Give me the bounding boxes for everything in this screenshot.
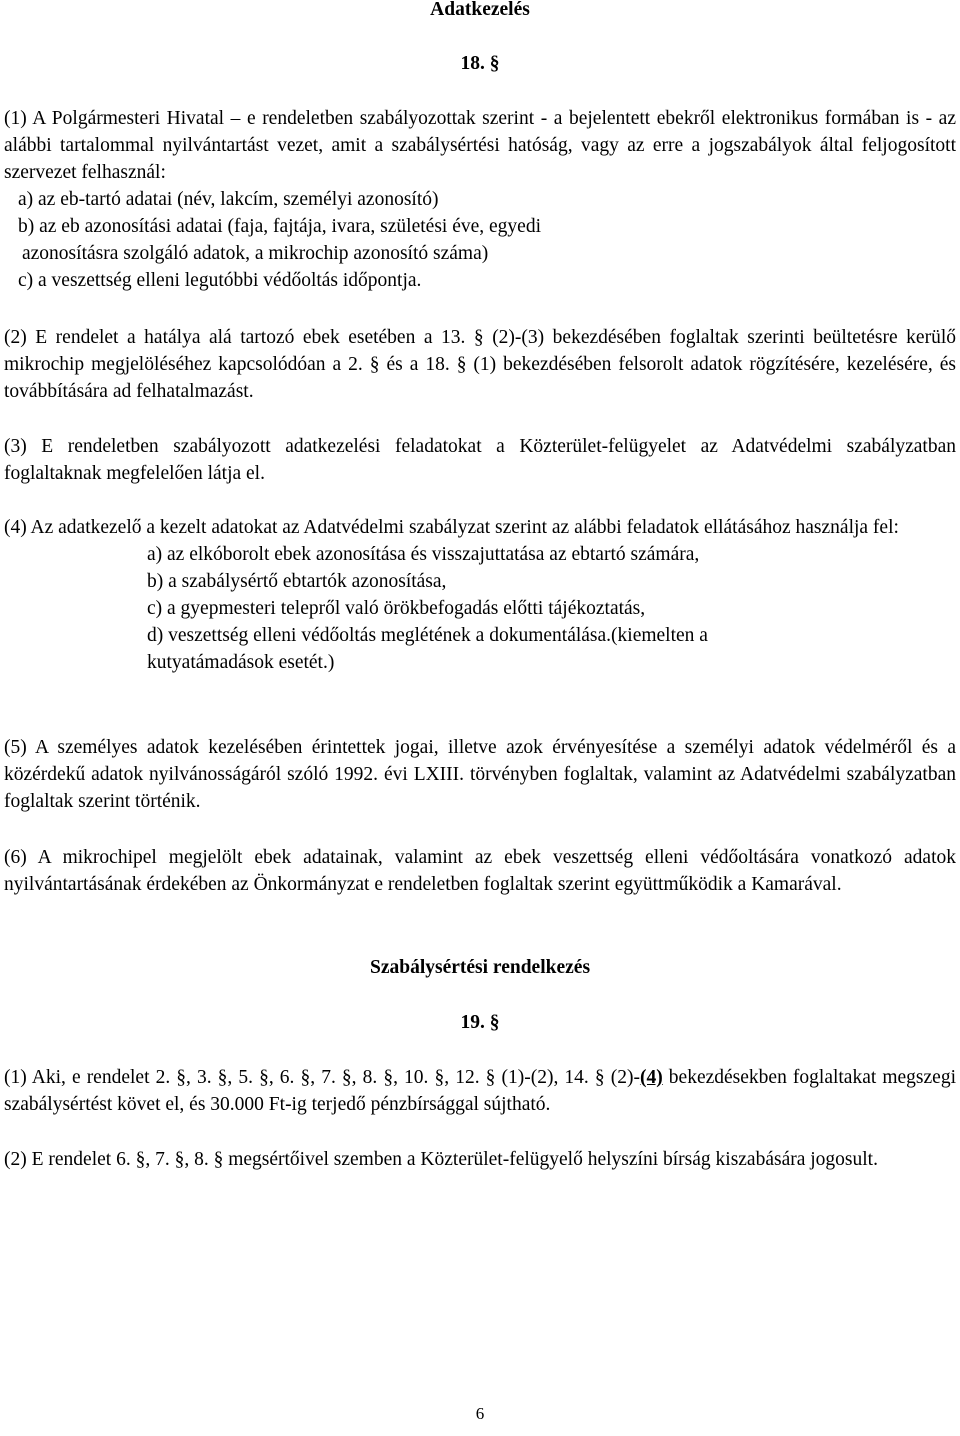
paragraph-6-block	[4, 844, 956, 898]
heading-adatkezeles: Adatkezelés	[430, 0, 530, 20]
paragraph-4-item-d-cont: kutyatámadások esetét.)	[147, 652, 335, 673]
paragraph-19-1-text-start: (1) Aki, e rendelet 2. §, 3. §, 5. §, 6. §, 7. §, 8. §, 10. §, 12. § (1)-(2), 14. § (2)-	[4, 1067, 640, 1088]
paragraph-19-1-block	[4, 1064, 956, 1118]
section-19-block	[4, 1009, 956, 1036]
section-18-title: 18. §	[460, 53, 500, 74]
paragraph-1-item-a: a) az eb-tartó adatai (név, lakcím, személyi azonosító)	[18, 189, 439, 210]
paragraph-1-item-b: b) az eb azonosítási adatai (faja, fajtája, ivara, születési éve, egyedi	[18, 216, 541, 237]
paragraph-19-1-underlined-ref: (4)	[639, 1067, 663, 1088]
heading-szabalysertesi: Szabálysértési rendelkezés	[369, 957, 591, 978]
paragraph-4-item-b: b) a szabálysértő ebtartók azonosítása,	[147, 571, 447, 592]
paragraph-19-1-text-end: bekezdésekben foglaltakat megszegi szabálysértést követ el, és 30.000 Ft-ig terjedő pénzbírsággal sújtható.	[4, 1067, 957, 1115]
paragraph-19-1	[4, 1064, 956, 1118]
section-18-block	[4, 50, 956, 77]
paragraph-4-item-c: c) a gyepmesteri telepről való örökbefogadás előtti tájékoztatás,	[147, 598, 646, 619]
paragraph-2-block	[4, 324, 956, 405]
heading-adatkezeles-block	[4, 0, 956, 23]
paragraph-3-block	[4, 433, 956, 487]
paragraph-5-block	[4, 734, 956, 815]
section-19-title: 19. §	[460, 1012, 500, 1033]
paragraph-6: (6) A mikrochipel megjelölt ebek adatainak, valamint az ebek veszettség elleni védőoltására vonatkozó adatok nyilvántartásának érdekében az Önkormányzat e rendeletben foglaltak szerint együttműködik a Kamarával.	[4, 847, 956, 895]
paragraph-19-2: (2) E rendelet 6. §, 7. §, 8. § megsértőivel szemben a Közterület-felügyelő helyszíni bírság kiszabására jogosult.	[4, 1149, 878, 1170]
paragraph-1-block	[4, 105, 956, 294]
paragraph-4: (4) Az adatkezelő a kezelt adatokat az Adatvédelmi szabályzat szerint az alábbi feladatok ellátásához használja fel:	[4, 517, 899, 538]
heading-szabalysertesi-block	[4, 954, 956, 981]
paragraph-3: (3) E rendeletben szabályozott adatkezelési feladatokat a Közterület-felügyelet az Adatvédelmi szabályzatban foglaltaknak megfelelően látja el.	[4, 436, 956, 484]
paragraph-1-item-c: c) a veszettség elleni legutóbbi védőoltás időpontja.	[18, 270, 422, 291]
paragraph-2: (2) E rendelet a hatálya alá tartozó ebek esetében a 13. § (2)-(3) bekezdésében foglaltak szerinti beültetésre kerülő mikrochip megjelöléséhez kapcsolódóan a 2. § és a 18. § (1) bekezdésében felsorolt adatok rögzítésére, kezelésére, és továbbítására ad felhatalmazást.	[4, 327, 956, 402]
paragraph-19-2-block	[4, 1146, 956, 1173]
paragraph-1-item-b-cont: azonosításra szolgáló adatok, a mikrochip azonosító száma)	[22, 243, 489, 264]
paragraph-1: (1) A Polgármesteri Hivatal – e rendeletben szabályozottak szerint - a bejelentett ebekről elektronikus formában is - az alábbi tartalommal nyilvántartást vezet, amit a szabálysértési hatóság, vagy az erre a jogszabályok által feljogosított szervezet felhasznál:	[4, 108, 956, 183]
document-page	[4, 0, 956, 1436]
paragraph-4-item-a: a) az elkóborolt ebek azonosítása és visszajuttatása az ebtartó számára,	[147, 544, 700, 565]
page-number: 6	[475, 1404, 485, 1423]
paragraph-4-item-d: d) veszettség elleni védőoltás meglétének a dokumentálása.(kiemelten a	[147, 625, 708, 646]
paragraph-5: (5) A személyes adatok kezelésében érintettek jogai, illetve azok érvényesítése a személyi adatok védelméről és a közérdekű adatok nyilvánosságáról szóló 1992. évi LXIII. törvényben foglaltak, valamint az Adatvédelmi szabályzatban foglaltak szerint történik.	[4, 737, 956, 812]
paragraph-4-block	[4, 514, 956, 676]
